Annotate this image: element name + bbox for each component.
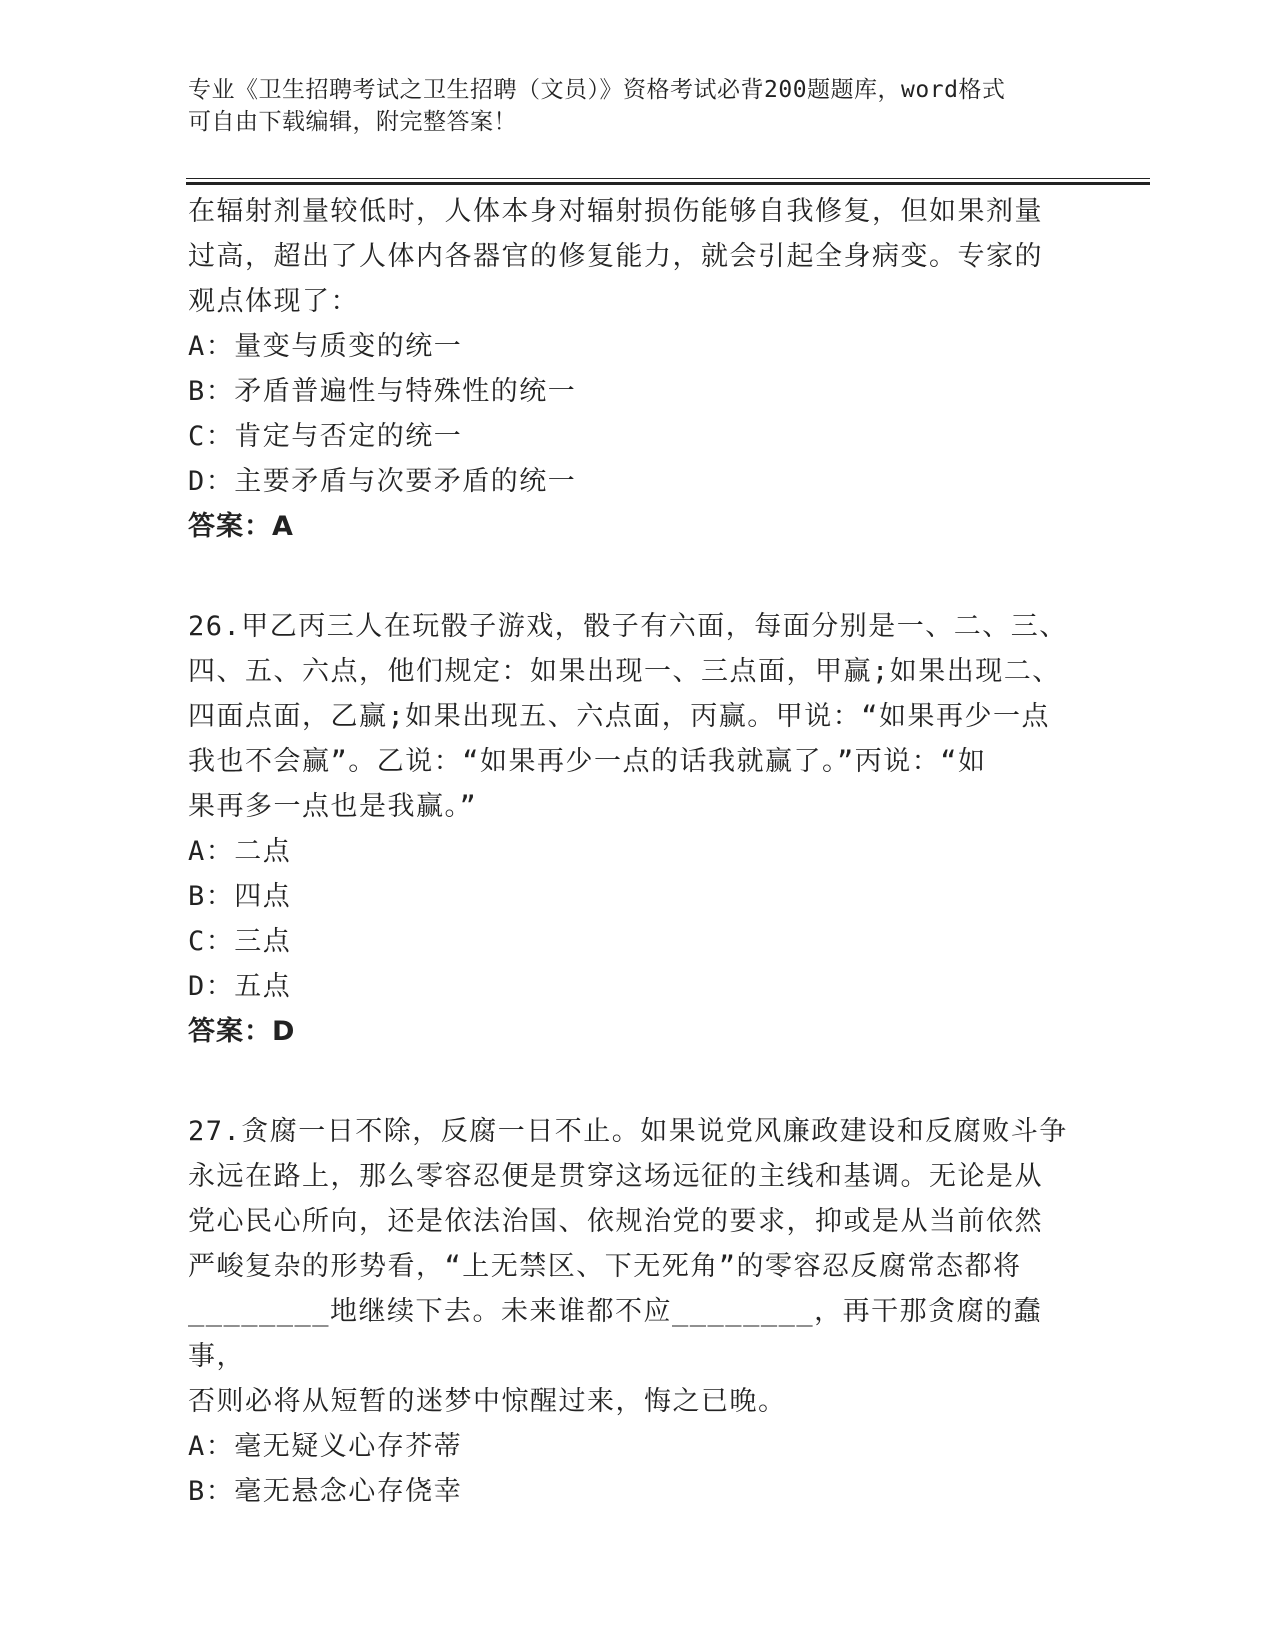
header-divider-thick	[186, 182, 1150, 185]
question-stem	[188, 189, 1078, 324]
stem-line: 否则必将从短暂的迷梦中惊醒过来，悔之已晚。	[188, 1386, 787, 1417]
option-d: D：主要矛盾与次要矛盾的统一	[188, 466, 577, 497]
option-a: A：二点	[188, 836, 292, 867]
stem-line: 果再多一点也是我赢。”	[188, 791, 478, 822]
stem-line: 26.甲乙丙三人在玩骰子游戏，骰子有六面，每面分别是一、二、三、	[188, 611, 1068, 642]
question-list	[188, 189, 1078, 1514]
option-b: B：矛盾普遍性与特殊性的统一	[188, 376, 577, 407]
header-line-2: 可自由下载编辑，附完整答案！	[188, 109, 517, 135]
question-26	[188, 604, 1078, 1054]
question-stem	[188, 604, 1078, 829]
stem-line: 我也不会赢”。乙说：“如果再少一点的话我就赢了。”丙说：“如	[188, 746, 987, 777]
stem-line: 党心民心所向，还是依法治国、依规治党的要求，抑或是从当前依然	[188, 1206, 1043, 1237]
question-spacer	[188, 1054, 1078, 1109]
question-stem	[188, 1109, 1078, 1424]
header-divider-thin	[186, 178, 1150, 179]
stem-line: 观点体现了：	[188, 286, 359, 317]
stem-line: 在辐射剂量较低时，人体本身对辐射损伤能够自我修复，但如果剂量	[188, 196, 1043, 227]
header-divider	[186, 178, 1150, 185]
stem-line: 永远在路上，那么零容忍便是贯穿这场远征的主线和基调。无论是从	[188, 1161, 1043, 1192]
option-b: B：四点	[188, 881, 292, 912]
option-a: A：量变与质变的统一	[188, 331, 463, 362]
stem-line: 四面点面，乙赢;如果出现五、六点面，丙赢。甲说：“如果再少一点	[188, 701, 1051, 732]
answer-line: 答案：D	[188, 1016, 296, 1047]
option-a: A：毫无疑义心存芥蒂	[188, 1431, 463, 1462]
option-d: D：五点	[188, 971, 292, 1002]
document-header	[188, 74, 1088, 138]
option-c: C：肯定与否定的统一	[188, 421, 463, 452]
answer-line: 答案：A	[188, 511, 294, 542]
option-c: C：三点	[188, 926, 292, 957]
question-25	[188, 189, 1078, 549]
stem-line: 27.贪腐一日不除，反腐一日不止。如果说党风廉政建设和反腐败斗争	[188, 1116, 1068, 1147]
option-b: B：毫无悬念心存侥幸	[188, 1476, 463, 1507]
stem-line: 过高，超出了人体内各器官的修复能力，就会引起全身病变。专家的	[188, 241, 1043, 272]
stem-line: ________地继续下去。未来谁都不应________，再干那贪腐的蠢事，	[188, 1296, 1043, 1372]
header-line-1: 专业《卫生招聘考试之卫生招聘（文员）》资格考试必背200题题库，word格式	[188, 77, 1006, 103]
stem-line: 四、五、六点，他们规定：如果出现一、三点面，甲赢;如果出现二、	[188, 656, 1061, 687]
question-27	[188, 1109, 1078, 1514]
stem-line: 严峻复杂的形势看，“上无禁区、下无死角”的零容忍反腐常态都将	[188, 1251, 1022, 1282]
question-spacer	[188, 549, 1078, 604]
